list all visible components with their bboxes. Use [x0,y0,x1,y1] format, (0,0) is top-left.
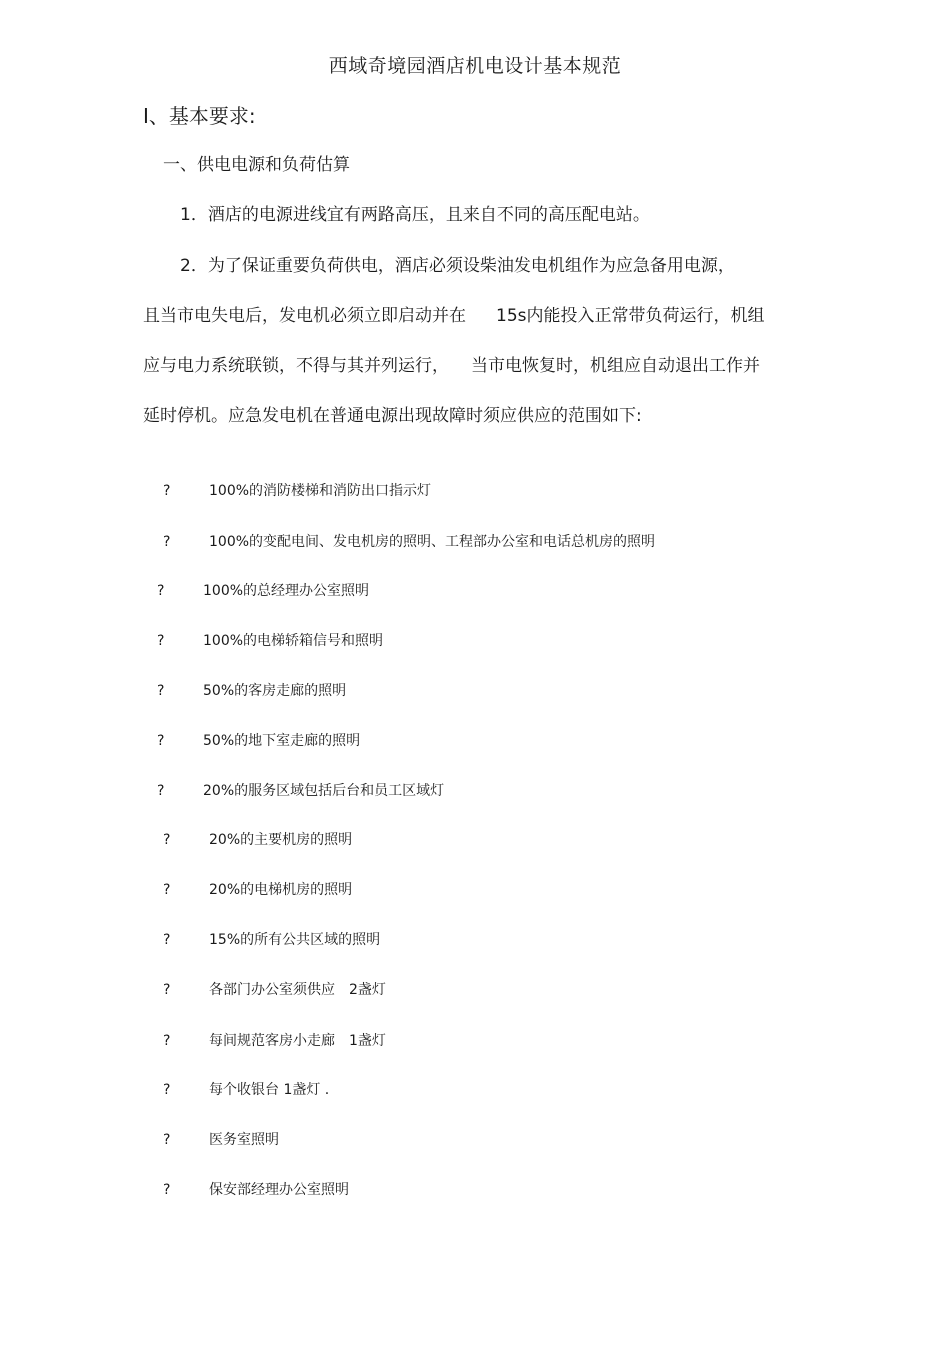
bullet-mark: ? [163,1132,171,1148]
list-item-text: 医务室照明 [209,1132,279,1148]
bullet-mark: ? [157,733,165,749]
list-item-text: 50%的地下室走廊的照明 [203,733,361,749]
subsection-heading: 一、供电电源和负荷估算 [163,155,350,175]
bullet-mark: ? [157,683,165,699]
bullet-mark: ? [163,1082,171,1098]
paragraph-generator-line-2a: 且当市电失电后，发电机必须立即启动并在 [143,306,466,326]
list-item-text: 20%的服务区域包括后台和员工区域灯 [203,783,445,799]
paragraph-generator-line-3a: 应与电力系统联锁，不得与其并列运行， [143,356,449,376]
bullet-mark: ? [157,783,165,799]
bullet-mark: ? [163,483,171,499]
list-item-text: 100%的消防楼梯和消防出口指示灯 [209,483,432,499]
section-heading: Ⅰ、基本要求: [143,104,256,128]
paragraph-generator-line-1: 2．为了保证重要负荷供电，酒店必须设柴油发电机组作为应急备用电源， [180,256,735,276]
list-item-text: 100%的总经理办公室照明 [203,583,370,599]
list-item-text: 15%的所有公共区域的照明 [209,932,381,948]
list-item-text: 各部门办公室须供应 2盏灯 [209,982,386,998]
bullet-mark: ? [163,534,171,550]
paragraph-generator-line-3b: 当市电恢复时，机组应自动退出工作并 [471,356,760,376]
document-title: 西域奇境园酒店机电设计基本规范 [328,55,622,77]
paragraph-power-supply: 1．酒店的电源进线宜有两路高压，且来自不同的高压配电站。 [180,205,650,225]
bullet-mark: ? [163,832,171,848]
bullet-mark: ? [163,1182,171,1198]
list-item-text: 20%的电梯机房的照明 [209,882,353,898]
paragraph-generator-line-4: 延时停机。应急发电机在普通电源出现故障时须应供应的范围如下: [143,406,642,426]
list-item-text: 100%的电梯轿箱信号和照明 [203,633,384,649]
bullet-mark: ? [157,633,165,649]
bullet-mark: ? [163,982,171,998]
bullet-mark: ? [157,583,165,599]
list-item-text: 100%的变配电间、发电机房的照明、工程部办公室和电话总机房的照明 [209,534,656,550]
bullet-mark: ? [163,882,171,898]
bullet-mark: ? [163,1033,171,1049]
list-item-text: 每间规范客房小走廊 1盏灯 [209,1033,386,1049]
paragraph-generator-line-2b: 15s内能投入正常带负荷运行，机组 [496,306,765,326]
list-item-text: 每个收银台 1盏灯 . [209,1082,330,1098]
list-item-text: 保安部经理办公室照明 [209,1182,349,1198]
list-item-text: 50%的客房走廊的照明 [203,683,347,699]
bullet-mark: ? [163,932,171,948]
list-item-text: 20%的主要机房的照明 [209,832,353,848]
